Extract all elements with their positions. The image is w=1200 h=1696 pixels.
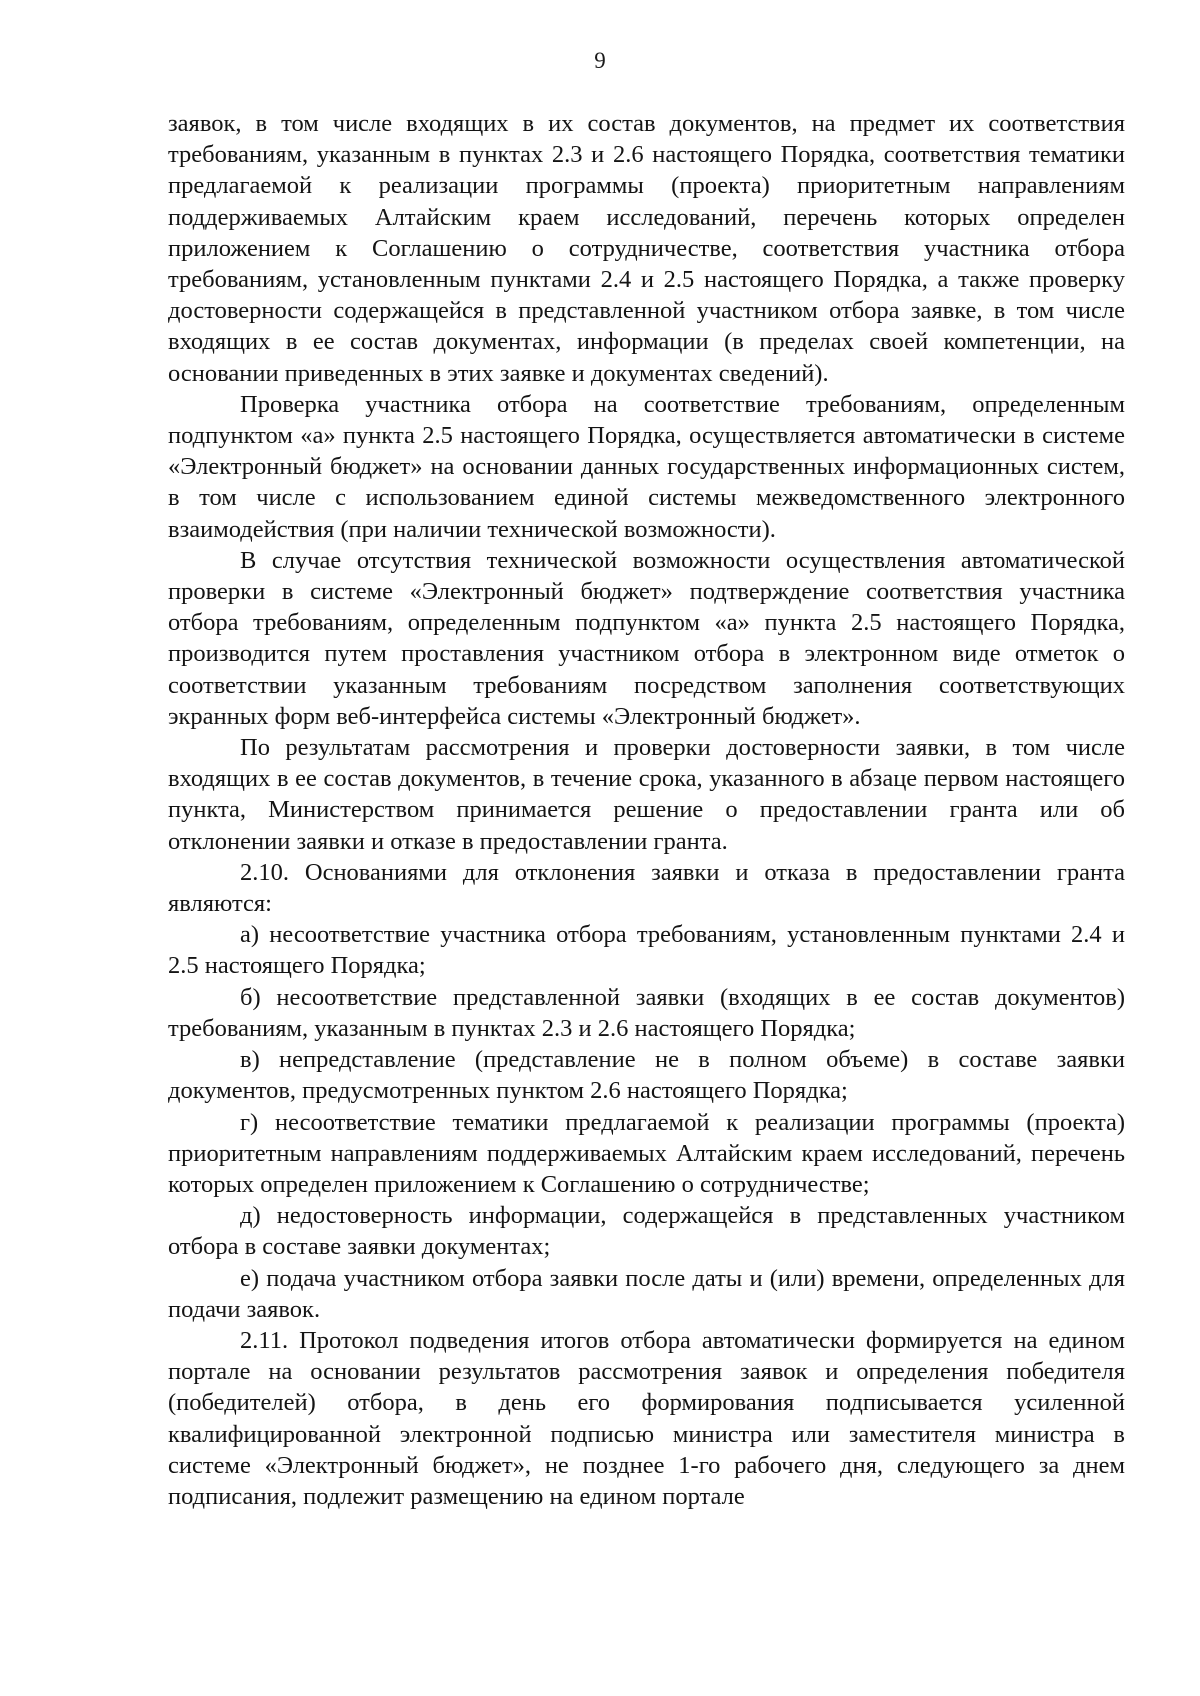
document-body: [168, 108, 1125, 1512]
list-item-d: д) недостоверность информации, содержащейся в представленных участником отбора в составе заявки документах;: [168, 1202, 1125, 1261]
list-item-b: б) несоответствие представленной заявки (входящих в ее состав документов) требованиям, указанным в пунктах 2.3 и 2.6 настоящего Порядка;: [168, 983, 1125, 1042]
list-item-v: в) непредставление (представление не в полном объеме) в составе заявки документов, предусмотренных пунктом 2.6 настоящего Порядка;: [168, 1046, 1125, 1105]
paragraph-no-technical-possibility: В случае отсутствия технической возможности осуществления автоматической проверки в системе «Электронный бюджет» подтверждение соответствия участника отбора требованиям, определенным подпунктом «а» пункта 2.5 настоящего Порядка, производится путем проставления участником отбора в электронном виде отметок о соответствии указанным требованиям посредством заполнения соответствующих экранных форм веб-интерфейса системы «Электронный бюджет».: [168, 546, 1125, 730]
paragraph-decision: По результатам рассмотрения и проверки достоверности заявки, в том числе входящих в ее состав документов, в течение срока, указанного в абзаце первом настоящего пункта, Министерством принимается решение о предоставлении гранта или об отклонении заявки и отказе в предоставлении гранта.: [168, 734, 1125, 855]
paragraph-continuation: заявок, в том числе входящих в их состав документов, на предмет их соответствия требованиям, указанным в пунктах 2.3 и 2.6 настоящего Порядка, соответствия тематики предлагаемой к реализации программы (проекта) приоритетным направлениям поддерживаемых Алтайским краем исследований, перечень которых определен приложением к Соглашению о сотрудничестве, соответствия участника отбора требованиям, установленным пунктами 2.4 и 2.5 настоящего Порядка, а также проверку достоверности содержащейся в представленной участником отбора заявке, в том числе входящих в ее состав документах, информации (в пределах своей компетенции, на основании приведенных в этих заявке и документах сведений).: [168, 110, 1125, 387]
paragraph-verification: Проверка участника отбора на соответствие требованиям, определенным подпунктом «а» пункта 2.5 настоящего Порядка, осуществляется автоматически в системе «Электронный бюджет» на основании данных государственных информационных систем, в том числе с использованием единой системы межведомственного электронного взаимодействия (при наличии технической возможности).: [168, 390, 1125, 543]
list-item-e: е) подача участником отбора заявки после даты и (или) времени, определенных для подачи заявок.: [168, 1264, 1125, 1323]
page-number: 9: [594, 48, 606, 73]
section-2-11-paragraph: 2.11. Протокол подведения итогов отбора автоматически формируется на едином портале на основании результатов рассмотрения заявок и определения победителя (победителей) отбора, в день его формирования подписывается усиленной квалифицированной электронной подписью министра или заместителя министра в системе «Электронный бюджет», не позднее 1-го рабочего дня, следующего за днем подписания, подлежит размещению на едином портале: [168, 1326, 1125, 1510]
list-item-a: а) несоответствие участника отбора требованиям, установленным пунктами 2.4 и 2.5 настоящего Порядка;: [168, 921, 1125, 980]
section-2-10-heading: 2.10. Основаниями для отклонения заявки и отказа в предоставлении гранта являются:: [168, 858, 1125, 918]
list-item-g: г) несоответствие тематики предлагаемой к реализации программы (проекта) приоритетным направлениям поддерживаемых Алтайским краем исследований, перечень которых определен приложением к Соглашению о сотрудничестве;: [168, 1108, 1125, 1198]
